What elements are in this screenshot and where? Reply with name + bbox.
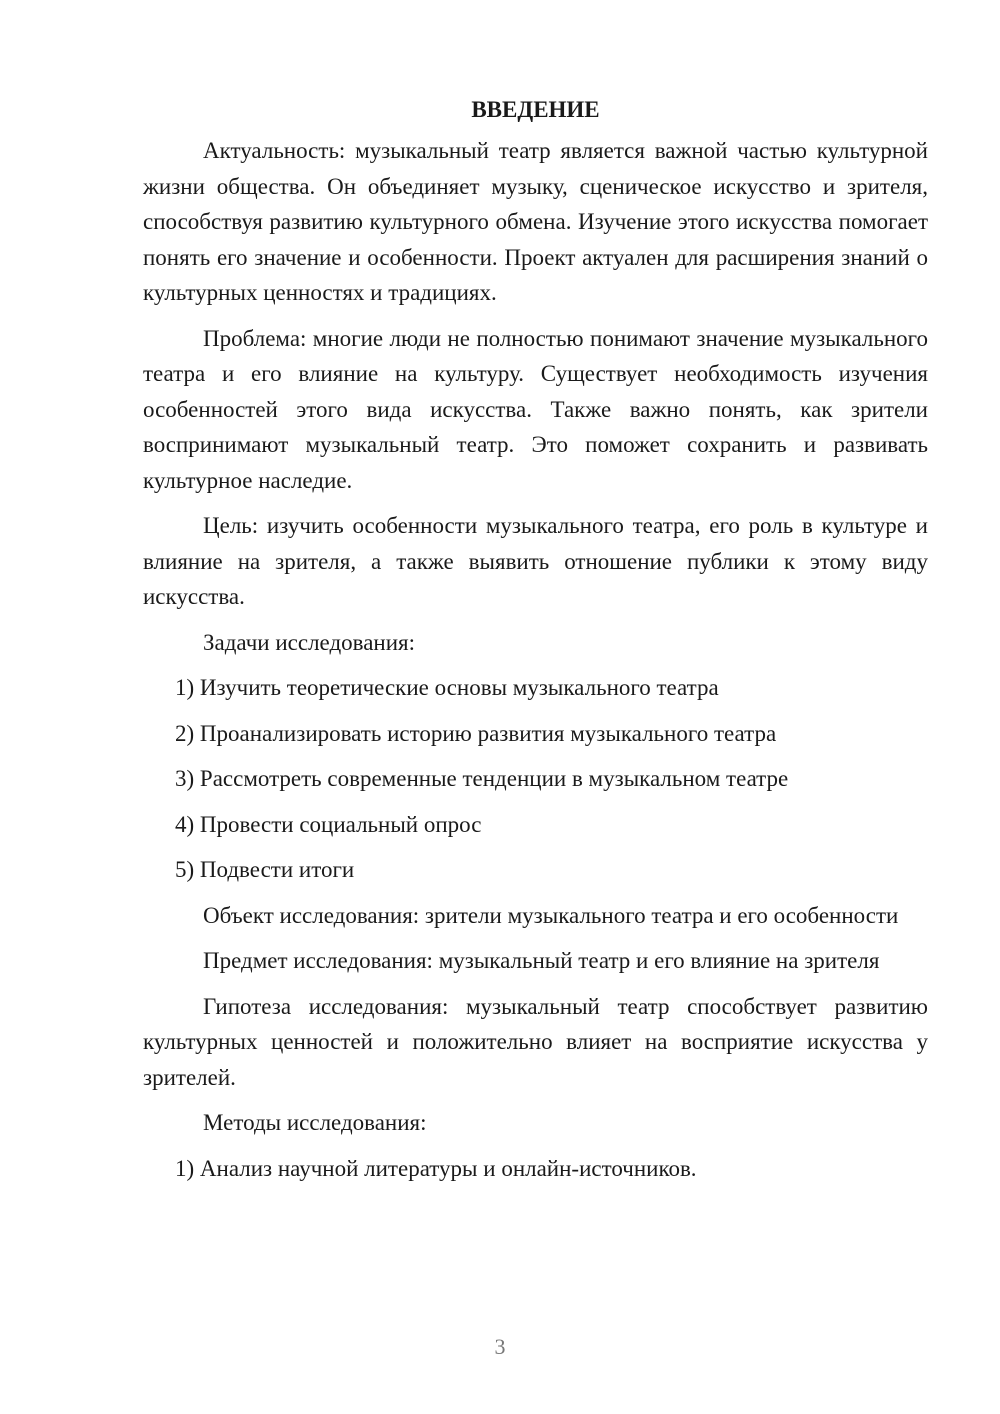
- list-item: 4) Провести социальный опрос: [175, 811, 482, 837]
- list-item: 1) Анализ научной литературы и онлайн-источников.: [175, 1155, 697, 1181]
- tasks-heading: Задачи исследования:: [203, 629, 416, 655]
- goal-paragraph: Цель: изучить особенности музыкального театра, его роль в культуре и влияние на зрителя, а также выявить отношение публики к этому виду искусства.: [143, 513, 928, 609]
- page-number: 3: [494, 1334, 506, 1359]
- page-title: ВВЕДЕНИЕ: [471, 97, 600, 122]
- list-item: 3) Рассмотреть современные тенденции в музыкальном театре: [175, 766, 789, 791]
- methods-heading: Методы исследования:: [203, 1110, 427, 1135]
- tasks-list: [143, 670, 928, 888]
- relevance-paragraph: Актуальность: музыкальный театр является важной частью культурной жизни общества. Он объединяет музыку, сценическое искусство и зрителя, способствуя развитию культурного обмена. Изучение этого искусства помогает понять его значение и особенности. Проект актуален для расширения знаний о культурных ценностях и традициях.: [143, 138, 928, 305]
- list-item: 1) Изучить теоретические основы музыкального театра: [175, 675, 719, 700]
- list-item: 5) Подвести итоги: [175, 857, 355, 882]
- problem-paragraph: Проблема: многие люди не полностью понимают значение музыкального театра и его влияние на культуру. Существует необходимость изучения особенностей этого вида искусства. Также важно понять, как зрители воспринимают музыкальный театр. Это поможет сохранить и развивать культурное наследие.: [143, 325, 928, 493]
- document-page: [143, 92, 928, 1196]
- hypothesis-paragraph: Гипотеза исследования: музыкальный театр способствует развитию культурных ценностей и положительно влияет на восприятие искусства у зрителей.: [143, 993, 928, 1090]
- methods-list: [143, 1151, 928, 1187]
- object-paragraph: Объект исследования: зрители музыкального театра и его особенности: [203, 902, 899, 928]
- list-item: 2) Проанализировать историю развития музыкального театра: [175, 720, 777, 746]
- subject-paragraph: Предмет исследования: музыкальный театр и его влияние на зрителя: [203, 948, 880, 973]
